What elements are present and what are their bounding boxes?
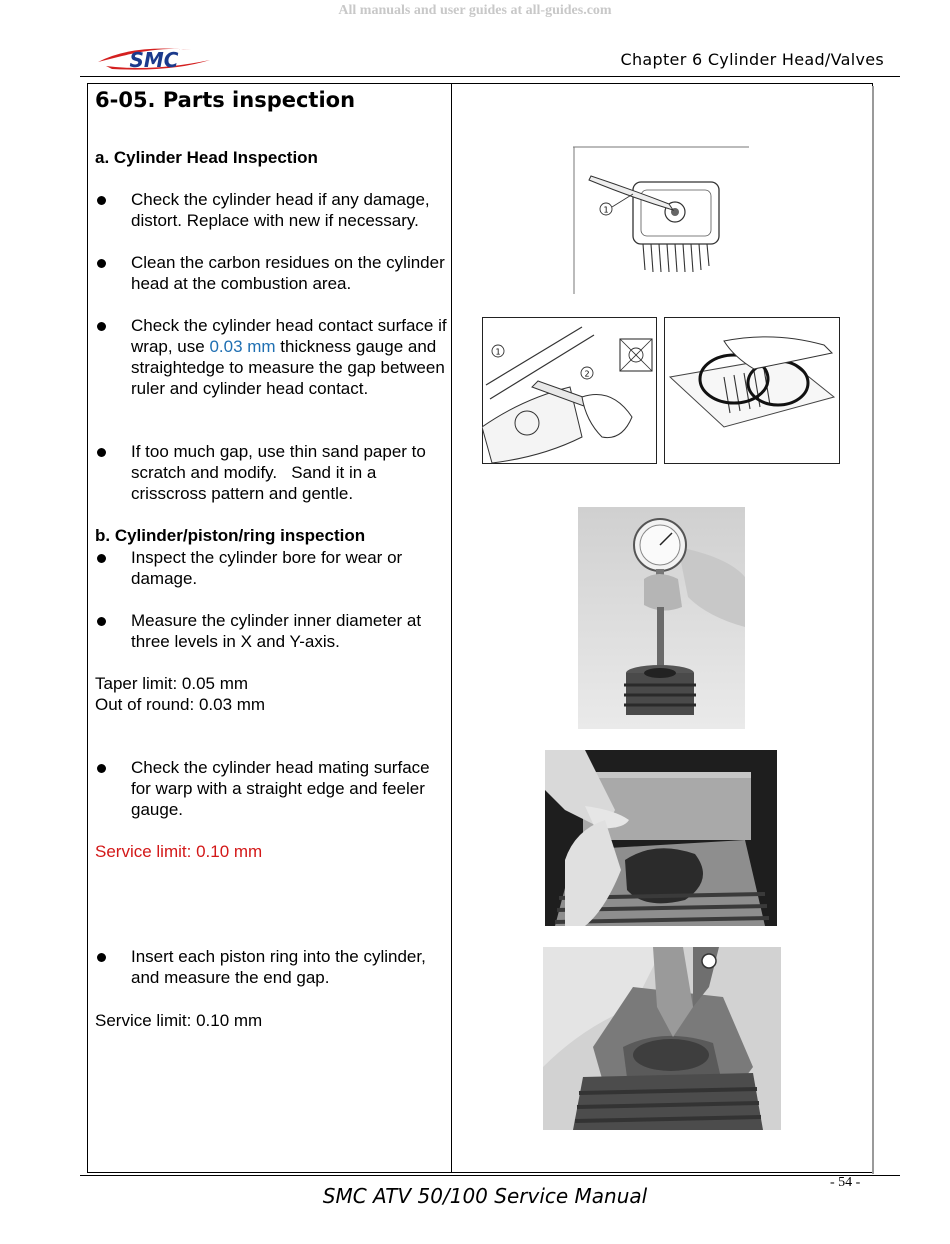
out-of-round: Out of round: 0.03 mm — [95, 695, 266, 714]
bullet-mating-surface: Check the cylinder head mating surface for warp with a straight edge and feeler gauge. — [95, 757, 453, 820]
bullet-dot — [97, 196, 106, 205]
bullet-check-damage: Check the cylinder head if any damage, distort. Replace with new if necessary. — [95, 189, 453, 231]
heading-cylinder-head: a. Cylinder Head Inspection — [95, 148, 318, 167]
page-number: - 54 - — [830, 1175, 861, 1190]
bullet-measure-diameter: Measure the cylinder inner diameter at three levels in X and Y-axis. — [95, 610, 453, 652]
bullet-dot — [97, 617, 106, 626]
service-limit-ring: Service limit: 0.10 mm — [95, 1011, 263, 1030]
figure-sanding-pattern — [664, 317, 840, 464]
bullet-clean-carbon: Clean the carbon residues on the cylinder head at the combustion area. — [95, 252, 453, 294]
header-rule — [80, 76, 900, 77]
bullet-contact-surface: Check the cylinder head contact surface if wrap, use 0.03 mm thickness gauge and straightedge to measure the gap between ruler and cylinder head contact. — [95, 315, 453, 399]
photo-straight-edge-feeler — [545, 750, 777, 926]
svg-text:SMC: SMC — [129, 48, 179, 72]
bullet-dot — [97, 764, 106, 773]
bullet-piston-ring: Insert each piston ring into the cylinder, and measure the end gap. — [95, 946, 453, 988]
photo-bore-gauge — [578, 507, 745, 729]
service-limit-warp: Service limit: 0.10 mm — [95, 842, 263, 861]
bullet-dot — [97, 322, 106, 331]
bullet-dot — [97, 554, 106, 563]
heading-cylinder-piston-ring: b. Cylinder/piston/ring inspection — [95, 526, 366, 545]
footer-title: SMC ATV 50/100 Service Manual — [322, 1184, 648, 1208]
gauge-value: 0.03 mm — [209, 337, 276, 356]
bullet-sand-paper: If too much gap, use thin sand paper to scratch and modify. Sand it in a crisscross pattern and gentle. — [95, 441, 453, 504]
smc-logo — [92, 42, 216, 76]
frame-shadow — [872, 86, 874, 1174]
chapter-title: Chapter 6 Cylinder Head/Valves — [620, 50, 884, 69]
callout-1: 1 — [495, 347, 501, 357]
bullet-dot — [97, 259, 106, 268]
figure-straightedge-gauge — [482, 317, 657, 464]
callout-1: 1 — [603, 205, 609, 215]
watermark: All manuals and user guides at all-guides.com — [338, 3, 612, 18]
figure-cylinder-head-scraper — [573, 146, 749, 294]
footer-rule — [80, 1175, 900, 1176]
bullet-dot — [97, 953, 106, 962]
photo-piston-ring-gap — [543, 947, 781, 1130]
section-title: 6-05. Parts inspection — [95, 88, 356, 112]
bullet-inspect-bore: Inspect the cylinder bore for wear or damage. — [95, 547, 453, 589]
callout-2: 2 — [584, 369, 590, 379]
bullet-dot — [97, 448, 106, 457]
taper-limit: Taper limit: 0.05 mm — [95, 674, 249, 693]
